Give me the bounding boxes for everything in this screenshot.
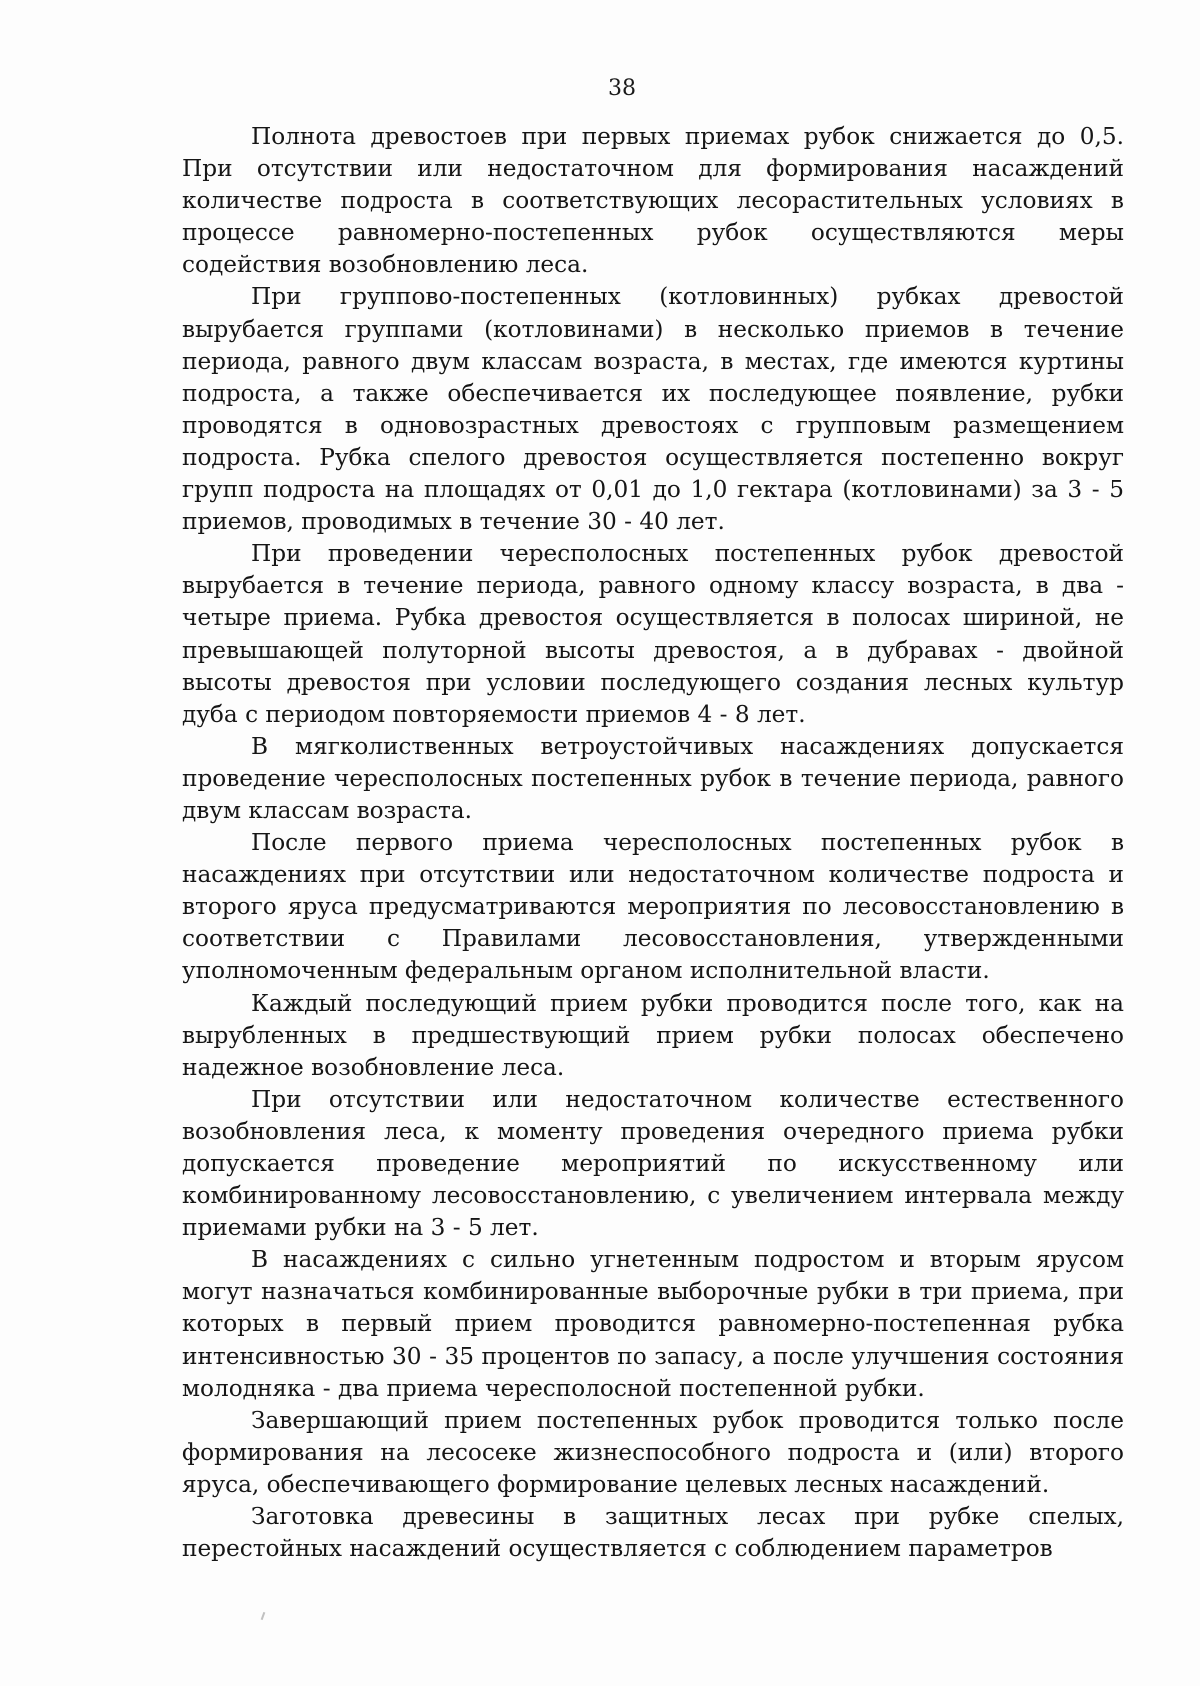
paragraph: Каждый последующий прием рубки проводится после того, как на вырубленных в предшествующий прием рубки полосах обеспечено надежное возобновление леса. (182, 989, 1124, 1081)
paragraph: При отсутствии или недостаточном количестве естественного возобновления леса, к моменту проведения очередного приема рубки допускается проведение мероприятий по искусственному или комбинированному лесовосстановлению, с увеличением интервала между приемами рубки на 3 - 5 лет. (182, 1085, 1124, 1242)
paragraph: Завершающий прием постепенных рубок проводится только после формирования на лесосеке жизнеспособного подроста и (или) второго яруса, обеспечивающего формирование целевых лесных насаждений. (182, 1406, 1124, 1498)
paragraph: После первого приема чересполосных постепенных рубок в насаждениях при отсутствии или недостаточном количестве подроста и второго яруса предусматриваются мероприятия по лесовосстановлению в соответствии с Правилами лесовосстановления, утвержденными уполномоченным федеральным органом исполнительной власти. (182, 829, 1124, 985)
paragraph: При группово-постепенных (котловинных) рубках древостой вырубается группами (котловинами) в несколько приемов в течение периода, равного двум классам возраста, в местах, где имеются куртины подроста, а также обеспечивается их последующее появление, рубки проводятся в одновозрастных древостоях с групповым размещением подроста. Рубка спелого древостоя осуществляется постепенно вокруг групп подроста на площадях от 0,01 до 1,0 гектара (котловинами) за 3 - 5 приемов, проводимых в течение 30 - 40 лет. (182, 283, 1124, 536)
scan-speck (261, 1612, 266, 1620)
page-number: 38 (608, 76, 636, 101)
paragraph: В насаждениях с сильно угнетенным подростом и вторым ярусом могут назначаться комбинированные выборочные рубки в три приема, при которых в первый прием проводится равномерно-постепенная рубка интенсивностью 30 - 35 процентов по запасу, а после улучшения состояния молодняка - два приема чересполосной постепенной рубки. (182, 1246, 1124, 1402)
document-body (182, 121, 1124, 1565)
paragraph: Полнота древостоев при первых приемах рубок снижается до 0,5. При отсутствии или недостаточном для формирования насаждений количестве подроста в соответствующих лесорастительных условиях в процессе равномерно-постепенных рубок осуществляются меры содействия возобновлению леса. (182, 123, 1124, 279)
paragraph: В мягколиственных ветроустойчивых насаждениях допускается проведение чересполосных постепенных рубок в течение периода, равного двум классам возраста. (182, 732, 1124, 824)
paragraph: При проведении чересполосных постепенных рубок древостой вырубается в течение периода, равного одному классу возраста, в два - четыре приема. Рубка древостоя осуществляется в полосах шириной, не превышающей полуторной высоты древостоя, а в дубравах - двойной высоты древостоя при условии последующего создания лесных культур дуба с периодом повторяемости приемов 4 - 8 лет. (182, 540, 1124, 728)
paragraph-last: Заготовка древесины в защитных лесах при рубке спелых, перестойных насаждений осуществляется с соблюдением параметров (182, 1503, 1124, 1563)
